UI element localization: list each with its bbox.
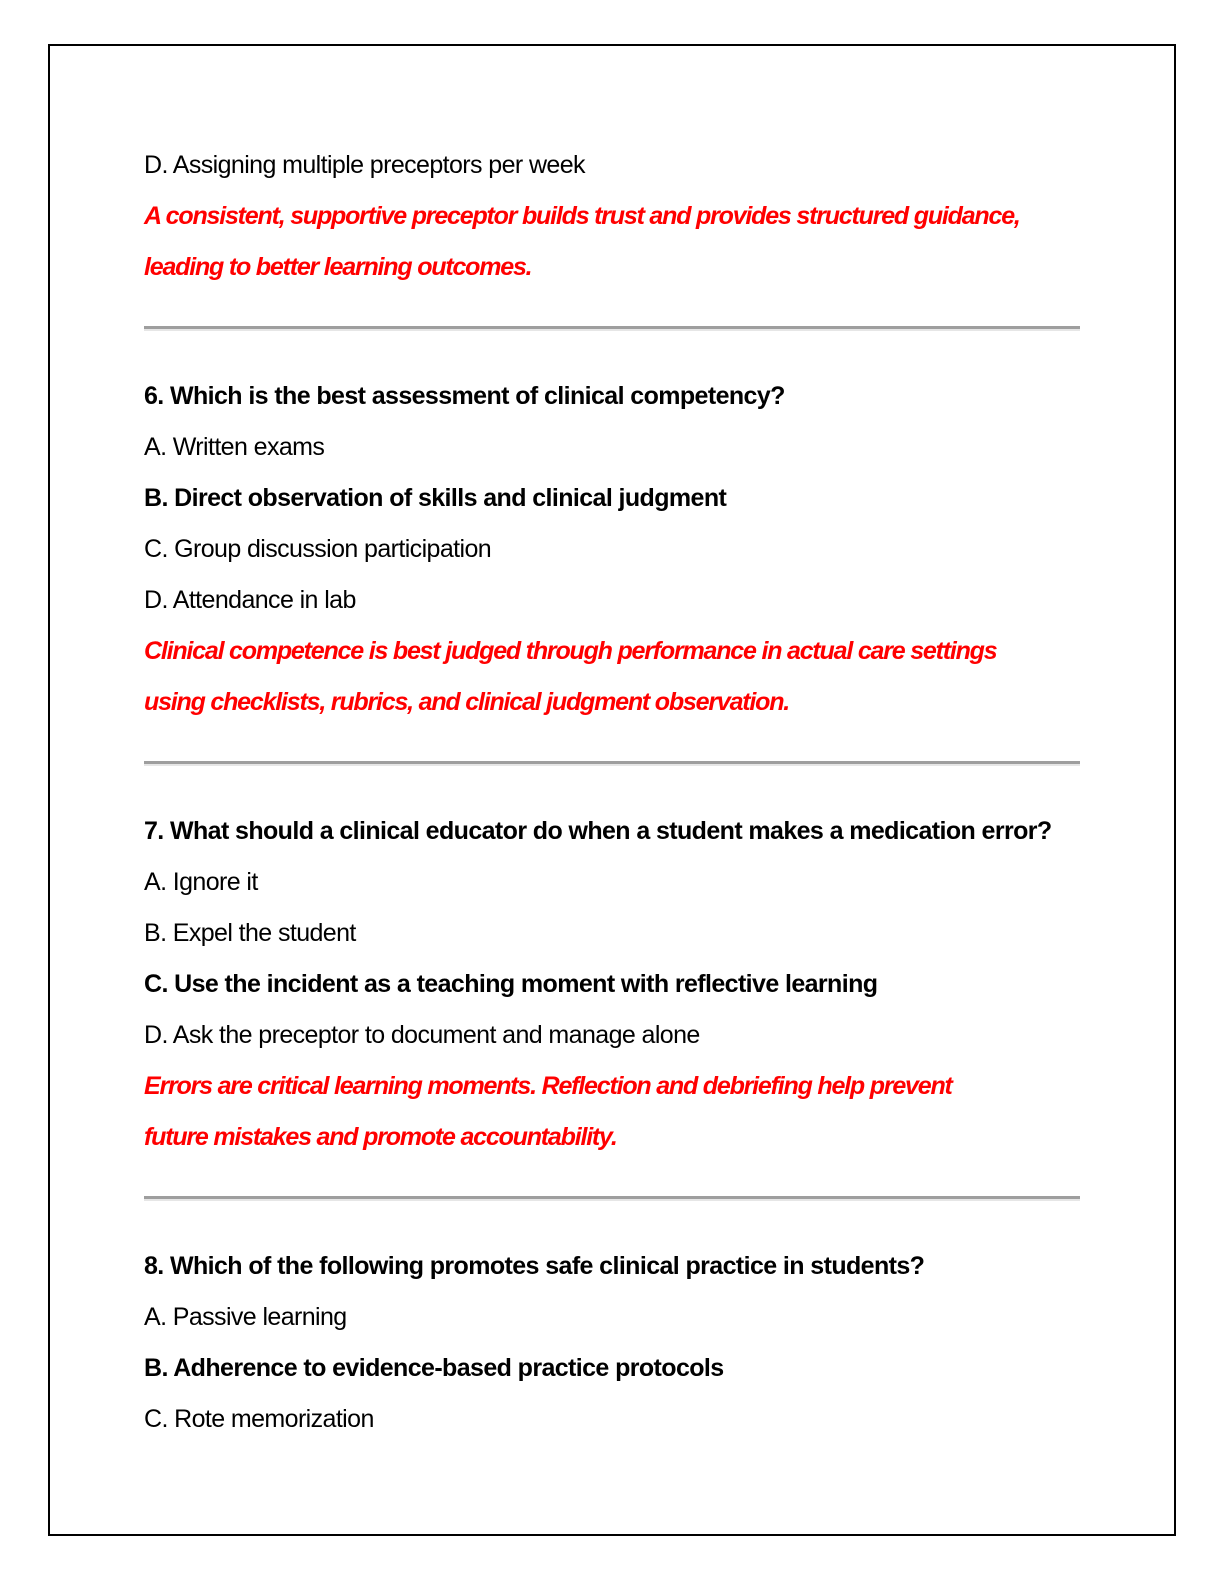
section-divider: [144, 326, 1080, 331]
correct-answer-option: C. Use the incident as a teaching moment with reflective learning: [144, 970, 878, 998]
question-text: 6. Which is the best assessment of clinical competency?: [144, 382, 785, 410]
explanation-line: leading to better learning outcomes.: [144, 253, 532, 281]
explanation-line: Errors are critical learning moments. Reflection and debriefing help prevent: [144, 1072, 952, 1100]
answer-option: A. Passive learning: [144, 1303, 347, 1331]
correct-answer-option: B. Direct observation of skills and clinical judgment: [144, 484, 727, 512]
explanation-line: using checklists, rubrics, and clinical judgment observation.: [144, 688, 790, 716]
answer-option: D. Attendance in lab: [144, 586, 356, 614]
explanation-line: A consistent, supportive preceptor builds trust and provides structured guidance,: [144, 202, 1020, 230]
answer-option: C. Rote memorization: [144, 1405, 374, 1433]
section-divider: [144, 761, 1080, 766]
explanation-line: future mistakes and promote accountability.: [144, 1123, 617, 1151]
question-text: 8. Which of the following promotes safe clinical practice in students?: [144, 1252, 925, 1280]
answer-option: A. Written exams: [144, 433, 325, 461]
explanation-line: Clinical competence is best judged through performance in actual care settings: [144, 637, 997, 665]
answer-option: D. Ask the preceptor to document and manage alone: [144, 1021, 700, 1049]
answer-option: B. Expel the student: [144, 919, 356, 947]
section-divider: [144, 1196, 1080, 1201]
correct-answer-option: B. Adherence to evidence-based practice protocols: [144, 1354, 724, 1382]
answer-option: A. Ignore it: [144, 868, 258, 896]
question-text: 7. What should a clinical educator do when a student makes a medication error?: [144, 817, 1052, 845]
answer-option: D. Assigning multiple preceptors per week: [144, 151, 585, 179]
page-frame: [48, 44, 1176, 1536]
answer-option: C. Group discussion participation: [144, 535, 492, 563]
